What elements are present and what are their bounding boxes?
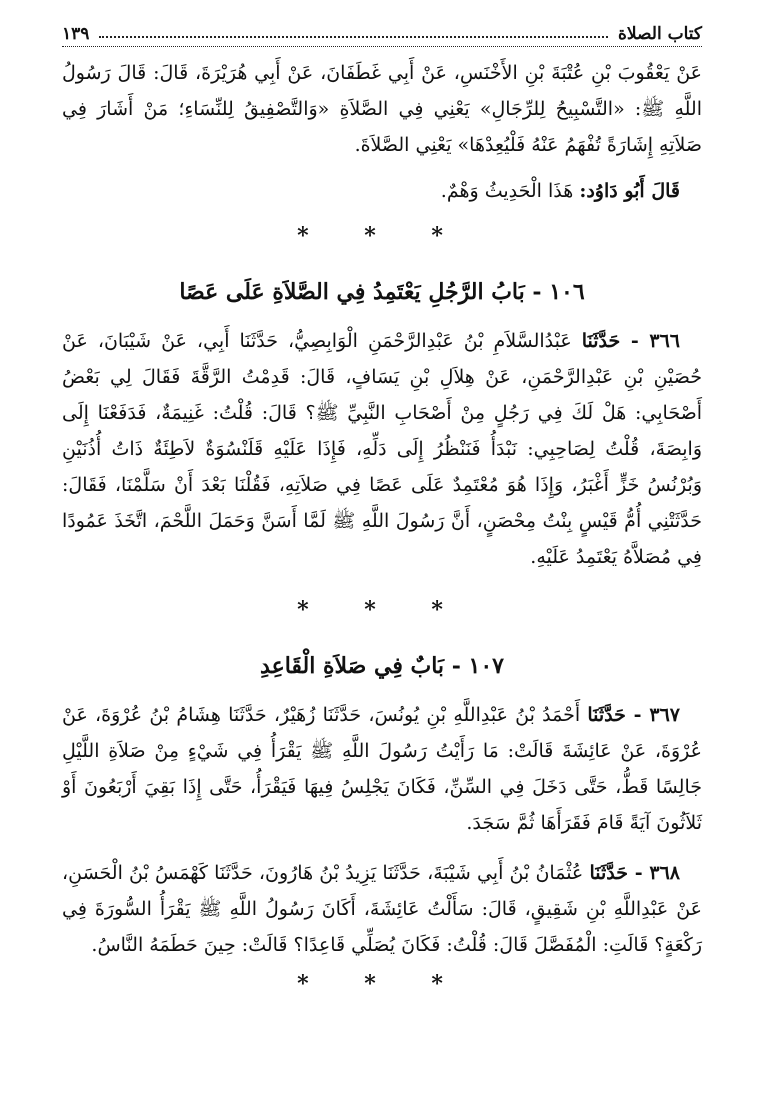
note-text: هَذَا الْحَدِيثُ وَهْمٌ. (440, 180, 574, 202)
hadith-text: عُثْمَانُ بْنُ أَبِي شَيْبَةَ، حَدَّثَنَا يَزِيدُ بْنُ هَارُونَ، حَدَّثَنَا كَهْمَسُ بْنُ الْحَسَنِ، عَنْ عَبْدِاللَّهِ بْنِ شَقِيقٍ، قَالَ: سَأَلْتُ عَائِشَةَ، أَكَانَ رَسُولُ اللَّهِ ﷺ يَقْرَأُ السُّورَةَ فِي رَكْعَةٍ؟ قَالَتِ: الْمُفَصَّلَ قَالَ: قُلْتُ: فَكَانَ يُصَلِّي قَاعِدًا؟ قَالَتْ: حِينَ حَطَمَهُ النَّاسُ. (62, 862, 702, 956)
abu-dawud-note (62, 173, 702, 209)
hadith-text: أَحْمَدُ بْنُ عَبْدِاللَّهِ بْنِ يُونُسَ، حَدَّثَنَا زُهَيْرٌ، حَدَّثَنَا هِشَامُ بْنُ عُرْوَةَ، عَنْ عُرْوَةَ، عَنْ عَائِشَةَ قَالَتْ: مَا رَأَيْتُ رَسُولَ اللَّهِ ﷺ يَقْرَأُ فِي شَيْءٍ مِنْ صَلاَةِ اللَّيْلِ جَالِسًا قَطُّ، حَتَّى دَخَلَ فِي السِّنِّ، فَكَانَ يَجْلِسُ فِيهَا فَيَقْرَأُ، حَتَّى إِذَا بَقِيَ أَرْبَعُونَ أَوْ ثَلاَثُونَ آيَةً قَامَ فَقَرَأَهَا ثُمَّ سَجَدَ. (62, 704, 702, 834)
document-page (62, 18, 702, 1088)
chapter-heading-107: ١٠٧ - بَابٌ فِي صَلاَةِ الْقَاعِدِ (260, 653, 504, 679)
note-label: قَالَ أَبُو دَاوُد: (579, 180, 680, 202)
running-head (62, 18, 702, 47)
section-separator: * * * (297, 971, 467, 997)
hadith-number: ٣٦٧ - حَدَّثَنَا (587, 704, 680, 726)
chapter-heading-106: ١٠٦ - بَابُ الرَّجُلِ يَعْتَمِدُ فِي الصَّلاَةِ عَلَى عَصًا (179, 279, 585, 305)
section-separator: * * * (297, 223, 467, 249)
hadith-366 (62, 323, 702, 575)
book-title: كتاب الصلاة (617, 24, 702, 44)
section-separator: * * * (297, 597, 467, 623)
hadith-number: ٣٦٦ - حَدَّثَنَا (581, 330, 680, 352)
hadith-367 (62, 697, 702, 841)
hadith-number: ٣٦٨ - حَدَّثَنَا (589, 862, 680, 884)
opening-paragraph: عَنْ يَعْقُوبَ بْنِ عُتْبَةَ بْنِ الأَخْنَسِ، عَنْ أَبِي غَطَفَانَ، عَنْ أَبِي هُرَيْرَةَ، قَالَ: قَالَ رَسُولُ اللَّهِ ﷺ: «التَّسْبِيحُ لِلرِّجَالِ» يَعْنِي فِي الصَّلاَةِ «وَالتَّصْفِيقُ لِلنِّسَاءِ؛ مَنْ أَشَارَ فِي صَلاَتِهِ إِشَارَةً تُفْهَمُ عَنْهُ فَلْيُعِدْهَا» يَعْنِي الصَّلاَةَ. (62, 62, 702, 156)
page-number: ١٣٩ (62, 24, 90, 44)
dot-leader (99, 36, 608, 38)
hadith-368 (62, 855, 702, 963)
hadith-text: عَبْدُالسَّلاَمِ بْنُ عَبْدِالرَّحْمَنِ الْوَابِصِيُّ، حَدَّثَنَا أَبِي، عَنْ شَيْبَانَ، عَنْ حُصَيْنِ بْنِ عَبْدِالرَّحْمَنِ، عَنْ هِلاَلِ بْنِ يَسَافٍ، قَالَ: قَدِمْتُ الرَّقَّةَ فَقَالَ لِي بَعْضُ أَصْحَابِي: هَلْ لَكَ فِي رَجُلٍ مِنْ أَصْحَابِ النَّبِيِّ ﷺ؟ قَالَ: قُلْتُ: غَنِيمَةٌ، فَدَفَعْنَا إِلَى وَابِصَةَ، قُلْتُ لِصَاحِبِي: نَبْدَأُ فَنَنْظُرُ إِلَى دَلِّهِ، فَإِذَا عَلَيْهِ قَلَنْسُوَةٌ لاَطِئَةٌ ذَاتُ أُذُنَيْنِ وَبُرْنُسُ خَزٍّ أَغْبَرُ، وَإِذَا هُوَ مُعْتَمِدٌ عَلَى عَصًا فِي صَلاَتِهِ، فَقُلْنَا بَعْدَ أَنْ سَلَّمْنَا، فَقَالَ: حَدَّثَتْنِي أُمُّ قَيْسٍ بِنْتُ مِحْصَنٍ، أَنَّ رَسُولَ اللَّهِ ﷺ لَمَّا أَسَنَّ وَحَمَلَ اللَّحْمَ، اتَّخَذَ عَمُودًا فِي مُصَلاَّهُ يَعْتَمِدُ عَلَيْهِ. (62, 330, 702, 568)
